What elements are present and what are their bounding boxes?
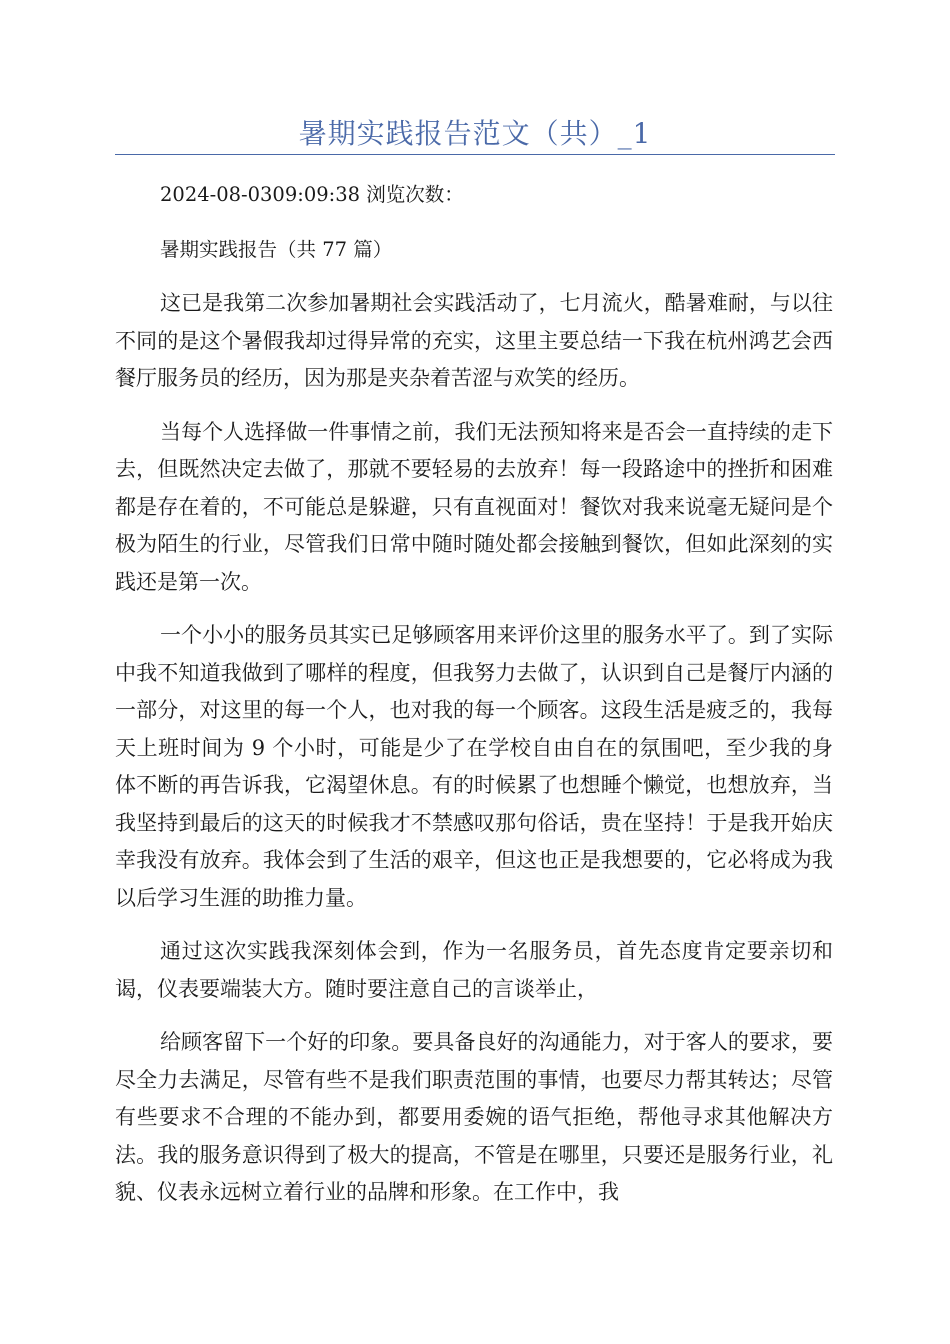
body-paragraph-3: 一个小小的服务员其实已足够顾客用来评价这里的服务水平了。到了实际中我不知道我做到了哪样的程度，但我努力去做了，认识到自己是餐厅内涵的一部分，对这里的每一个人，也对我的每一个顾客。这段生活是疲乏的，我每天上班时间为 9 个小时，可能是少了在学校自由自在的氛围吧，至少我的身体不断的再告诉我，它渴望休息。有的时候累了也想睡个懒觉，也想放弃，当我坚持到最后的这天的时候我才不禁感叹那句俗话，贵在坚持！于是我开始庆幸我没有放弃。我体会到了生活的艰辛，但这也正是我想要的，它必将成为我以后学习生涯的助推力量。 bbox=[115, 623, 833, 910]
document-body bbox=[115, 176, 833, 1228]
body-paragraph-4: 通过这次实践我深刻体会到，作为一名服务员，首先态度肯定要亲切和谒，仪表要端装大方。随时要注意自己的言谈举止， bbox=[115, 939, 833, 1001]
publish-meta: 2024-08-0309:09:38 浏览次数： bbox=[160, 183, 464, 206]
document-title: 暑期实践报告范文（共）_1 bbox=[298, 117, 652, 150]
body-paragraph-5: 给顾客留下一个好的印象。要具备良好的沟通能力，对于客人的要求，要尽全力去满足，尽管有些不是我们职责范围的事情，也要尽力帮其转达；尽管有些要求不合理的不能办到，都要用委婉的语气拒绝，帮他寻求其他解决方法。我的服务意识得到了极大的提高，不管是在哪里，只要还是服务行业，礼貌、仪表永远树立着行业的品牌和形象。在工作中，我 bbox=[115, 1030, 833, 1204]
body-paragraph-2: 当每个人选择做一件事情之前，我们无法预知将来是否会一直持续的走下去，但既然决定去做了，那就不要轻易的去放弃！每一段路途中的挫折和困难都是存在着的，不可能总是躲避，只有直视面对！餐饮对我来说毫无疑问是个极为陌生的行业，尽管我们日常中随时随处都会接触到餐饮，但如此深刻的实践还是第一次。 bbox=[115, 419, 833, 594]
body-paragraph-1: 这已是我第二次参加暑期社会实践活动了，七月流火，酷暑难耐，与以往不同的是这个暑假我却过得异常的充实，这里主要总结一下我在杭州鸿艺会西餐厅服务员的经历，因为那是夹杂着苦涩与欢笑的经历。 bbox=[115, 291, 833, 390]
document-subtitle: 暑期实践报告（共 77 篇） bbox=[160, 238, 393, 261]
title-underline bbox=[115, 154, 835, 155]
